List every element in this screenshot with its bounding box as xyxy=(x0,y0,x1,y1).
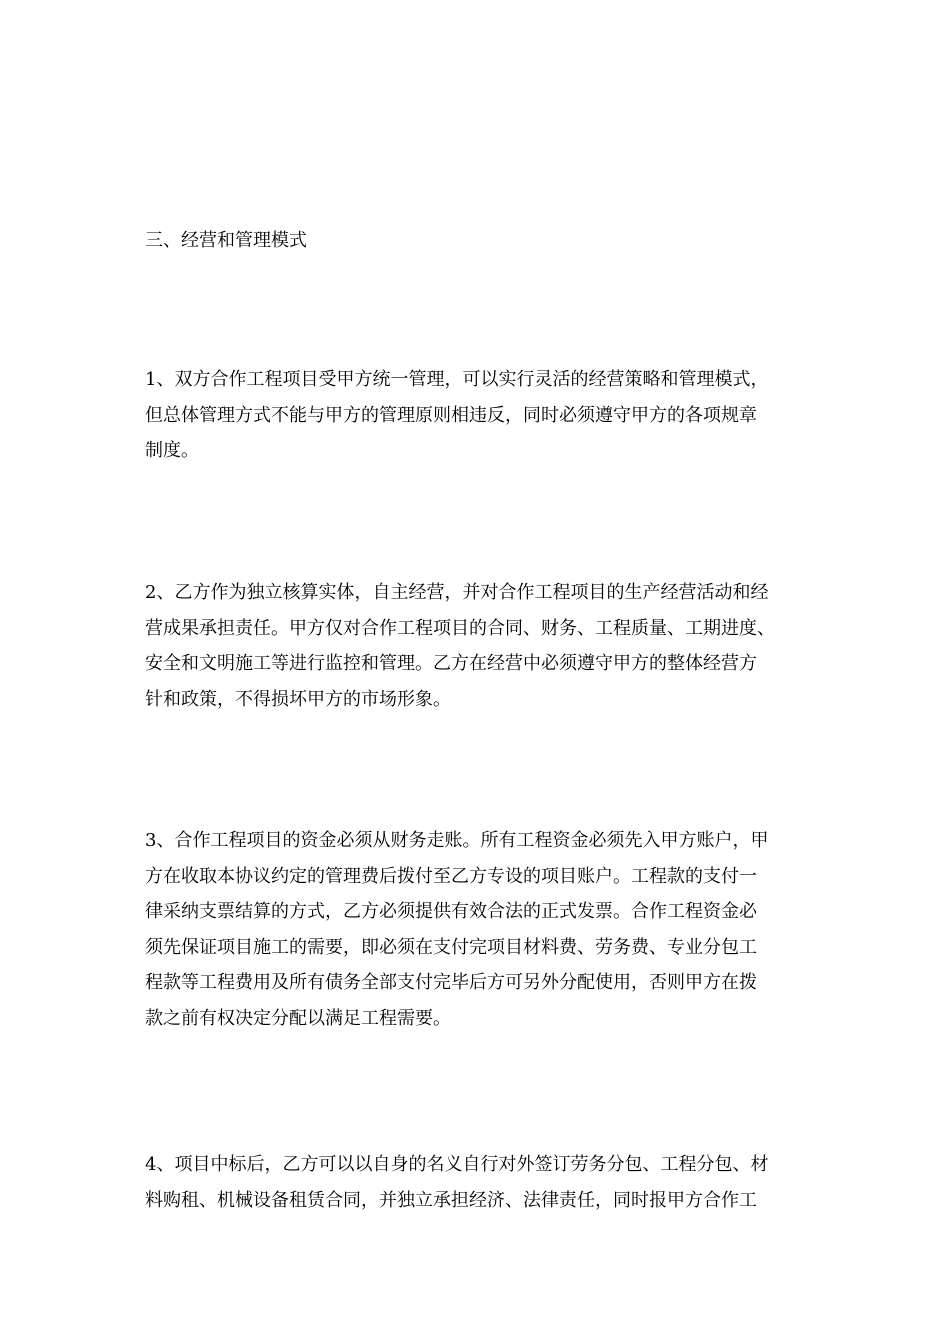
paragraph-line: 须先保证项目施工的需要，即必须在支付完项目材料费、劳务费、专业分包工 xyxy=(145,936,757,958)
paragraph-line: 4、项目中标后，乙方可以以自身的名义自行对外签订劳务分包、工程分包、材 xyxy=(145,1154,769,1175)
paragraph-4 xyxy=(145,1152,825,1223)
paragraph-line: 方在收取本协议约定的管理费后拨付至乙方专设的项目账户。工程款的支付一 xyxy=(145,865,757,887)
paragraph-line: 1、双方合作工程项目受甲方统一管理，可以实行灵活的经营策略和管理模式， xyxy=(145,369,769,390)
paragraph-line: 针和政策，不得损坏甲方的市场形象。 xyxy=(145,688,451,710)
section-heading: 三、经营和管理模式 xyxy=(145,230,307,251)
paragraph-3 xyxy=(145,828,825,1041)
paragraph-line: 但总体管理方式不能与甲方的管理原则相违反，同时必须遵守甲方的各项规章 xyxy=(145,404,757,426)
paragraph-line: 程款等工程费用及所有债务全部支付完毕后方可另外分配使用，否则甲方在拨 xyxy=(145,972,757,993)
paragraph-line: 律采纳支票结算的方式，乙方必须提供有效合法的正式发票。合作工程资金必 xyxy=(145,901,757,922)
paragraph-line: 制度。 xyxy=(145,440,199,461)
paragraph-1 xyxy=(145,367,825,474)
paragraph-line: 3、合作工程项目的资金必须从财务走账。所有工程资金必须先入甲方账户，甲 xyxy=(145,830,769,851)
paragraph-line: 料购租、机械设备租赁合同，并独立承担经济、法律责任，同时报甲方合作工 xyxy=(145,1189,757,1211)
paragraph-line: 营成果承担责任。甲方仅对合作工程项目的合同、财务、工程质量、工期进度、 xyxy=(145,617,775,639)
paragraph-line: 2、乙方作为独立核算实体，自主经营，并对合作工程项目的生产经营活动和经 xyxy=(145,582,769,603)
paragraph-line: 款之前有权决定分配以满足工程需要。 xyxy=(145,1007,451,1029)
paragraph-2 xyxy=(145,580,825,722)
paragraph-line: 安全和文明施工等进行监控和管理。乙方在经营中必须遵守甲方的整体经营方 xyxy=(145,653,757,674)
